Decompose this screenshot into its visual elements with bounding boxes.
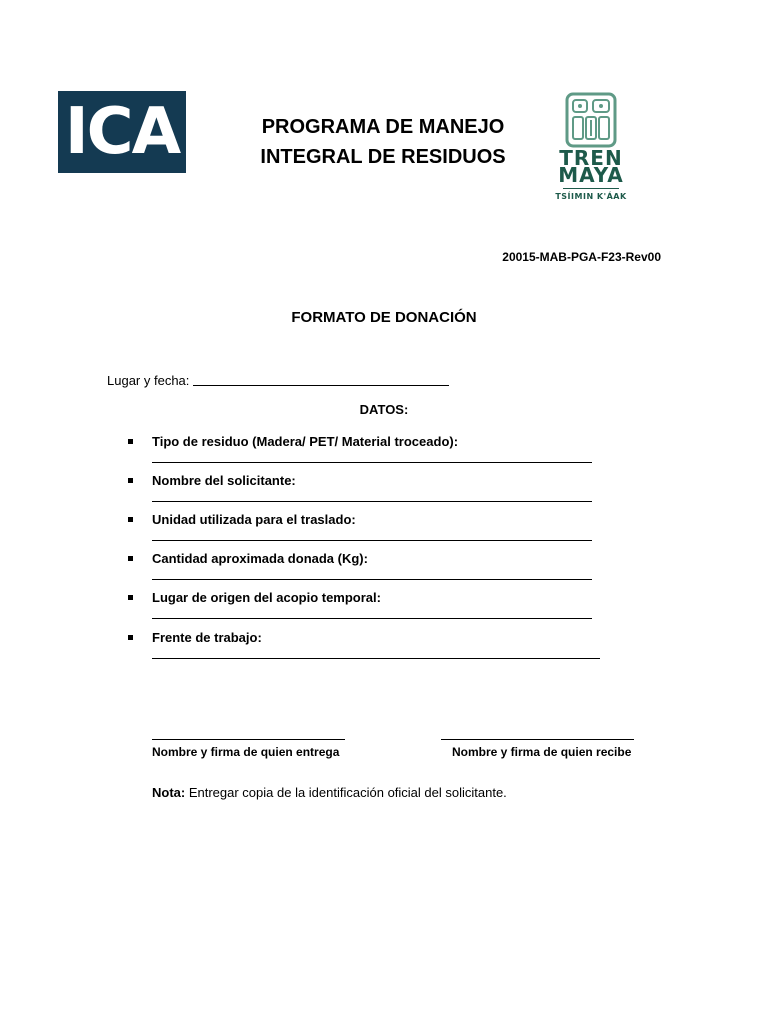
maya-glyph-icon [563, 90, 619, 150]
note [152, 785, 507, 800]
form-title: FORMATO DE DONACIÓN [291, 309, 477, 326]
datos-heading: DATOS: [359, 402, 409, 417]
tren-logo-word-2: MAYA [558, 163, 624, 187]
field-blank-line[interactable] [152, 579, 592, 580]
field-blank-line[interactable] [152, 540, 592, 541]
program-title-line-1: PROGRAMA DE MANEJO [261, 116, 505, 138]
program-title-line-2: INTEGRAL DE RESIDUOS [260, 146, 506, 168]
place-date-row [107, 372, 449, 388]
bullet-icon [128, 517, 133, 522]
field-label: Tipo de residuo (Madera/ PET/ Material troceado): [152, 434, 459, 449]
ica-logo-text: ICA [64, 95, 180, 169]
note-label: Nota: [152, 785, 186, 800]
field-blank-line[interactable] [152, 501, 592, 502]
document-code: 20015-MAB-PGA-F23-Rev00 [502, 250, 661, 264]
field-label: Nombre del solicitante: [152, 473, 296, 488]
signature-line-receive[interactable] [441, 739, 634, 740]
tren-logo-subtitle: TSÍIMIN K'ÁAK [555, 192, 627, 201]
field-blank-line[interactable] [152, 658, 600, 659]
place-date-blank[interactable] [193, 372, 449, 386]
signature-label-receive: Nombre y firma de quien recibe [452, 745, 632, 759]
ica-logo [58, 91, 186, 173]
field-label: Unidad utilizada para el traslado: [152, 512, 356, 527]
bullet-icon [128, 635, 133, 640]
field-label: Cantidad aproximada donada (Kg): [152, 551, 368, 566]
bullet-icon [128, 478, 133, 483]
bullet-icon [128, 439, 133, 444]
signature-line-deliver[interactable] [152, 739, 345, 740]
field-blank-line[interactable] [152, 618, 592, 619]
program-title [230, 112, 536, 172]
field-label: Frente de trabajo: [152, 630, 262, 645]
signature-label-deliver: Nombre y firma de quien entrega [152, 745, 340, 759]
note-text: Entregar copia de la identificación oficial del solicitante. [185, 785, 507, 800]
field-label: Lugar de origen del acopio temporal: [152, 590, 381, 605]
bullet-icon [128, 595, 133, 600]
bullet-icon [128, 556, 133, 561]
place-date-label: Lugar y fecha: [107, 373, 190, 388]
tren-logo-word-1: TREN [559, 146, 623, 170]
field-blank-line[interactable] [152, 462, 592, 463]
tren-maya-logo [538, 90, 644, 214]
tren-logo-rule [563, 188, 619, 189]
